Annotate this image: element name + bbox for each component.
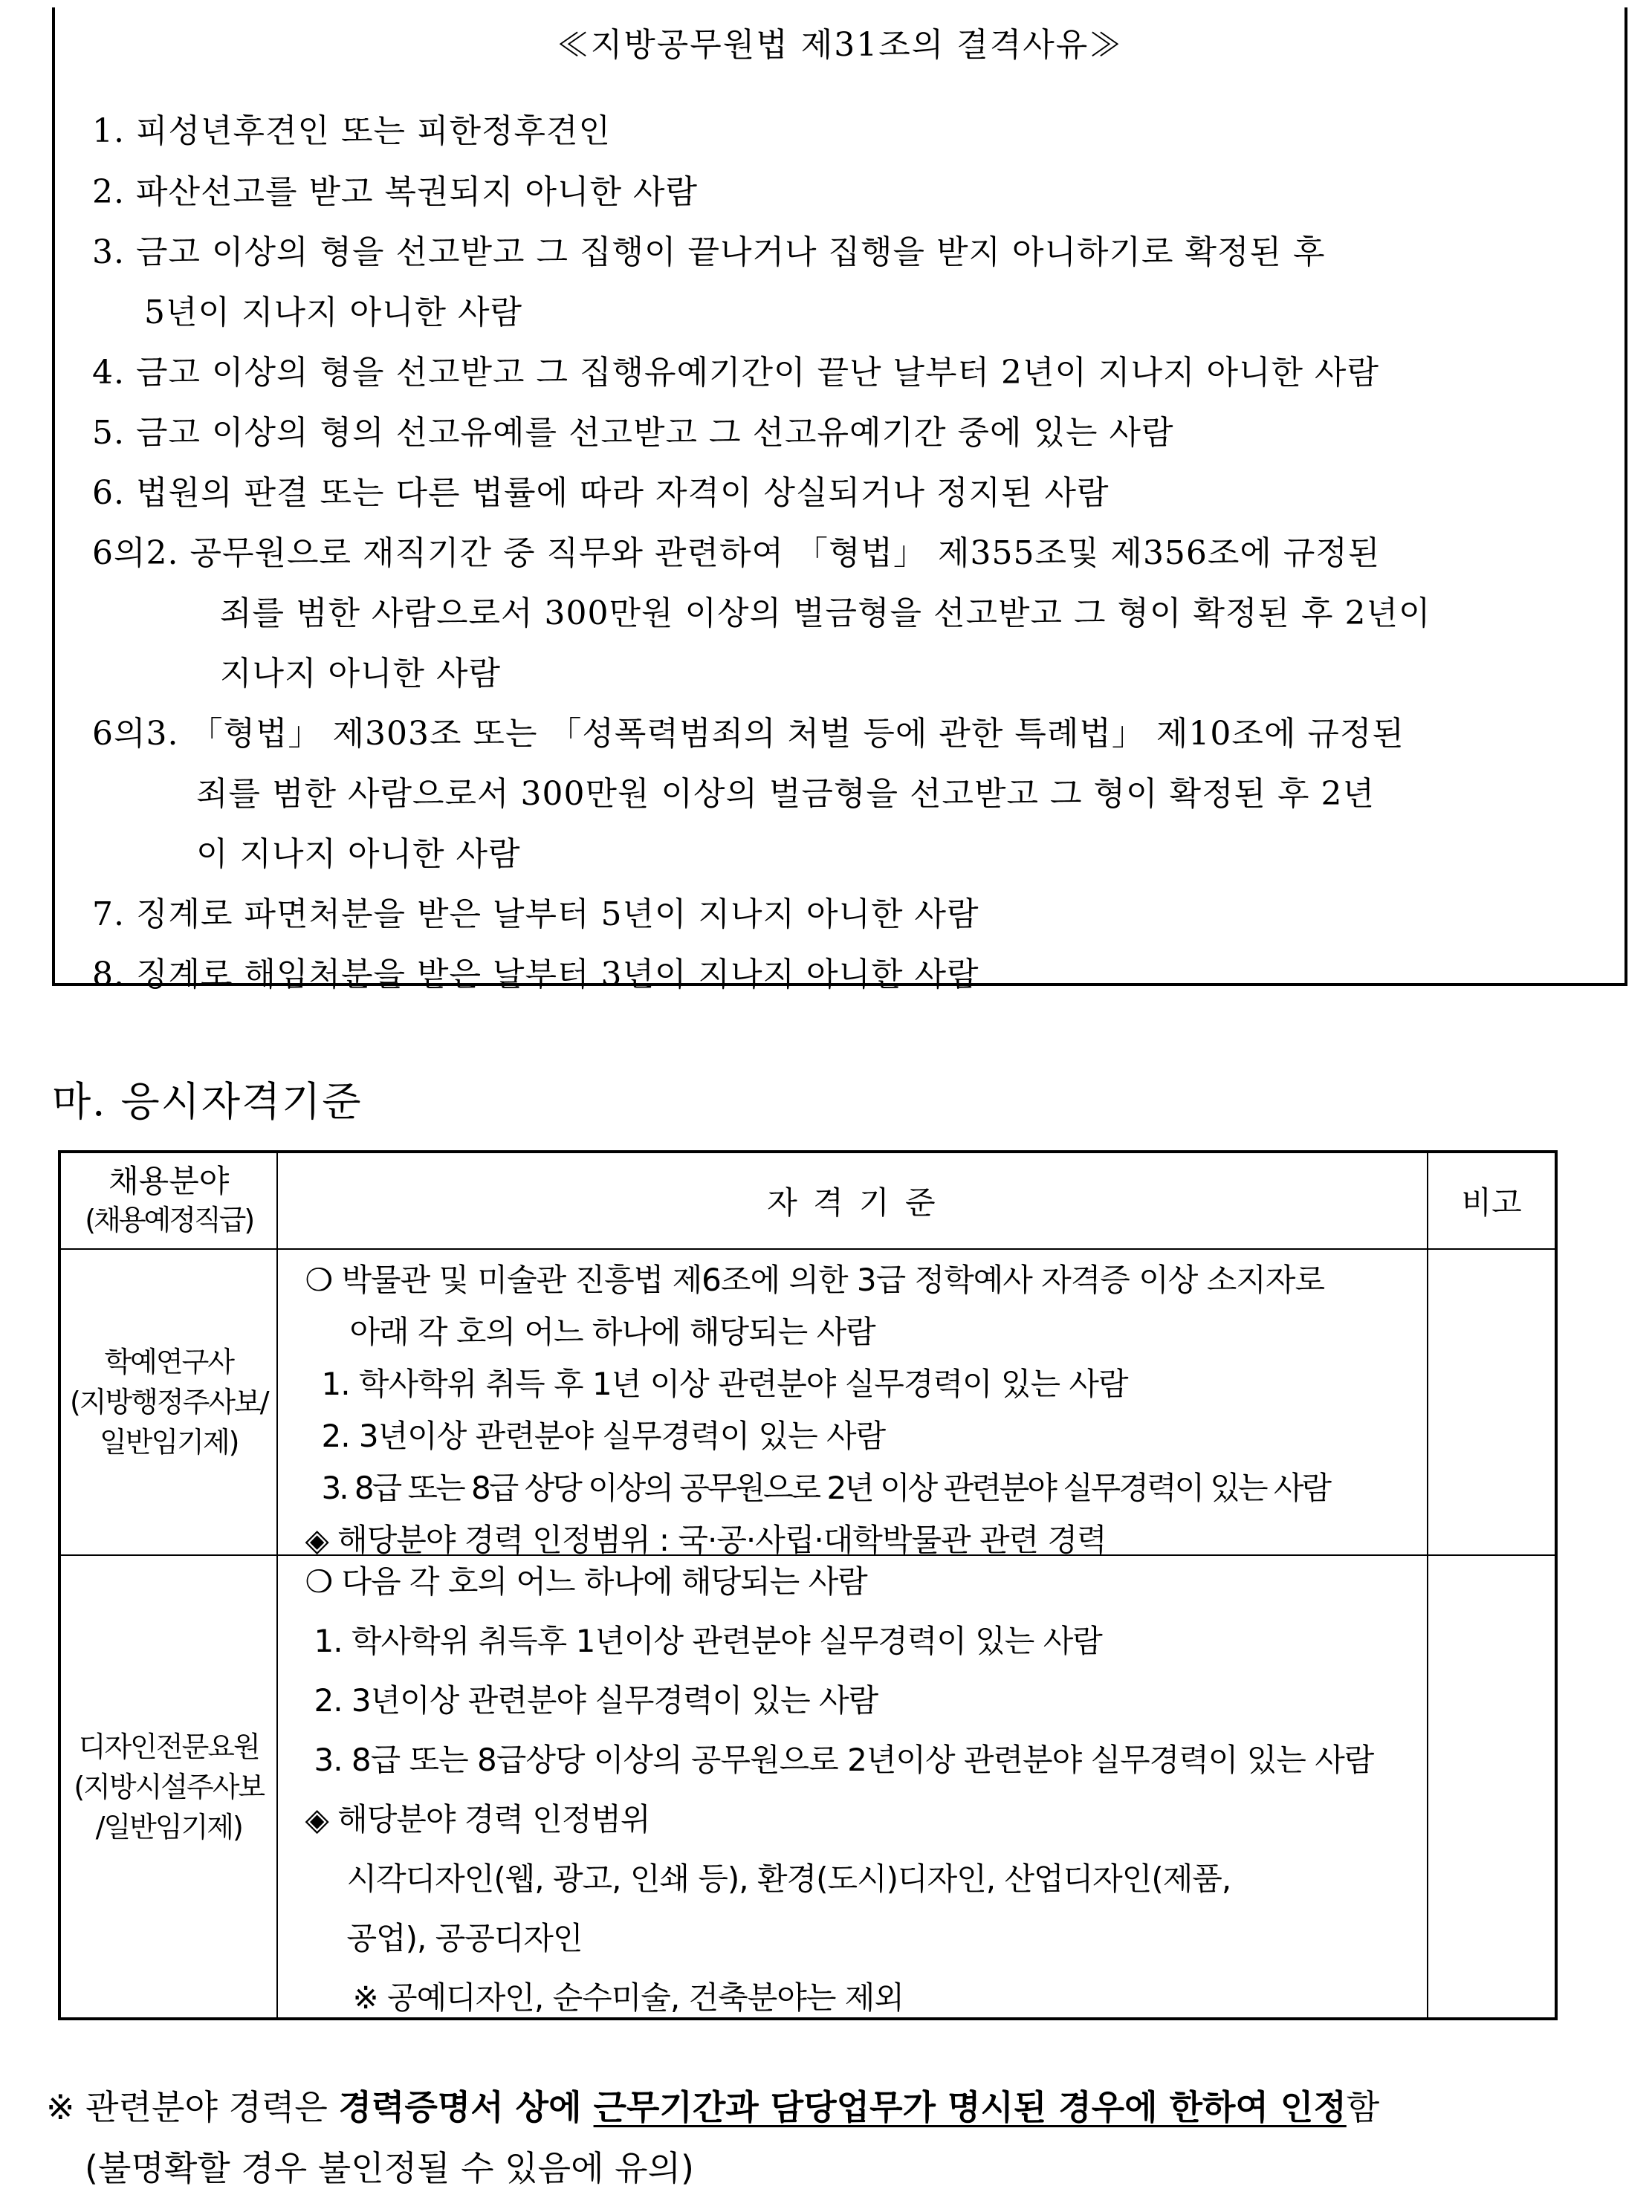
criteria-line: 공업), 공공디자인: [346, 1920, 583, 1956]
criteria-line: 아래 각 호의 어느 하나에 해당되는 사람: [349, 1314, 875, 1350]
criteria-line: 2. 3년이상 관련분야 실무경력이 있는 사람: [321, 1418, 886, 1454]
disqualification-title: ≪지방공무원법 제31조의 결격사유≫: [556, 26, 1124, 64]
disq-line-6-2: 6의2. 공무원으로 재직기간 중 직무와 관련하여 「형법」 제355조및 제356조에 규정된: [92, 534, 1381, 572]
disq-line-3-cont: 5년이 지나지 아니한 사람: [144, 293, 522, 331]
header-area-line1: 채용분야: [108, 1163, 230, 1199]
disq-line-6-3-cont2: 이 지나지 아니한 사람: [196, 835, 521, 873]
area-line: (지방시설주사보: [74, 1770, 265, 1803]
disq-line-4: 4. 금고 이상의 형을 선고받고 그 집행유예기간이 끝난 날부터 2년이 지나지 아니한 사람: [92, 354, 1379, 392]
row-area-curator: [59, 1249, 277, 1555]
row-remarks-designer: [1428, 1555, 1556, 2019]
note-bold-underlined: 근무기간과 담당업무가 명시된 경우에 한하여 인정: [593, 2087, 1347, 2127]
row-criteria-designer: [277, 1555, 1428, 2019]
criteria-line: ❍ 박물관 및 미술관 진흥법 제6조에 의한 3급 정학예사 자격증 이상 소지자로: [305, 1262, 1325, 1298]
disq-line-8: 8. 징계로 해임처분을 받은 날부터 3년이 지나지 아니한 사람: [92, 956, 979, 993]
career-note-line2: (불명확할 경우 불인정될 수 있음에 유의): [85, 2148, 694, 2188]
disqualification-box: [52, 7, 1627, 993]
disq-line-7: 7. 징계로 파면처분을 받은 날부터 5년이 지나지 아니한 사람: [92, 895, 979, 933]
area-line: 학예연구사: [104, 1346, 233, 1378]
disq-line-2: 2. 파산선고를 받고 복권되지 아니한 사람: [92, 173, 698, 211]
header-area: [59, 1152, 277, 1249]
area-line: /일반임기제): [95, 1810, 242, 1843]
table-row: [59, 1555, 1556, 2019]
note-bold: 경력증명서 상에: [338, 2087, 594, 2127]
criteria-line: 시각디자인(웹, 광고, 인쇄 등), 환경(도시)디자인, 산업디자인(제품,: [346, 1861, 1231, 1897]
disq-line-3: 3. 금고 이상의 형을 선고받고 그 집행이 끝나거나 집행을 받지 아니하기로 확정된 후: [92, 233, 1326, 271]
criteria-line: 3. 8급 또는 8급상당 이상의 공무원으로 2년이상 관련분야 실무경력이 있는 사람: [314, 1742, 1374, 1778]
header-area-line2: (채용예정직급): [85, 1204, 253, 1236]
career-note: [46, 2080, 1379, 2130]
row-remarks-curator: [1428, 1249, 1556, 1555]
disq-line-5: 5. 금고 이상의 형의 선고유예를 선고받고 그 선고유예기간 중에 있는 사람: [92, 414, 1174, 452]
disq-line-6-2-cont2: 지나지 아니한 사람: [220, 655, 502, 693]
disq-line-6-3: 6의3. 「형법」 제303조 또는 「성폭력범죄의 처벌 등에 관한 특례법」 제10조에 규정된: [92, 715, 1405, 753]
criteria-line: 1. 학사학위 취득 후 1년 이상 관련분야 실무경력이 있는 사람: [321, 1366, 1128, 1402]
note-suffix: 함: [1346, 2087, 1380, 2127]
criteria-line: 2. 3년이상 관련분야 실무경력이 있는 사람: [314, 1682, 878, 1719]
disq-line-6-2-cont1: 죄를 범한 사람으로서 300만원 이상의 벌금형을 선고받고 그 형이 확정된 후 2년이: [220, 594, 1431, 632]
disq-line-1: 1. 피성년후견인 또는 피한정후견인: [92, 112, 611, 150]
table-row: [59, 1249, 1556, 1555]
section-heading: 마. 응시자격기준: [52, 1078, 363, 1125]
row-criteria-curator: [277, 1249, 1428, 1558]
criteria-line: 1. 학사학위 취득후 1년이상 관련분야 실무경력이 있는 사람: [314, 1623, 1102, 1659]
criteria-line: ◈ 해당분야 경력 인정범위 : 국·공·사립·대학박물관 관련 경력: [305, 1522, 1107, 1558]
disq-line-6: 6. 법원의 판결 또는 다른 법률에 따라 자격이 상실되거나 정지된 사람: [92, 474, 1110, 512]
area-line: 일반임기제): [100, 1426, 239, 1459]
criteria-line: ❍ 다음 각 호의 어느 하나에 해당되는 사람: [305, 1563, 867, 1600]
area-line: (지방행정주사보/: [69, 1386, 268, 1418]
header-remarks: 비고: [1428, 1152, 1556, 1249]
disq-line-6-3-cont1: 죄를 범한 사람으로서 300만원 이상의 벌금형을 선고받고 그 형이 확정된 후 2년: [196, 775, 1375, 813]
area-line: 디자인전문요원: [78, 1730, 259, 1763]
row-area-designer: [59, 1555, 277, 2019]
table-header-row: [59, 1152, 1556, 1249]
criteria-line: ◈ 해당분야 경력 인정범위: [305, 1801, 650, 1838]
criteria-line: ※ 공예디자인, 순수미술, 건축분야는 제외: [352, 1979, 904, 2016]
criteria-table: [58, 1150, 1558, 2020]
criteria-line: 3. 8급 또는 8급 상당 이상의 공무원으로 2년 이상 관련분야 실무경력이 있는 사람: [321, 1470, 1330, 1506]
header-criteria: 자 격 기 준: [277, 1152, 1428, 1249]
note-prefix: ※ 관련분야 경력은: [46, 2087, 339, 2127]
